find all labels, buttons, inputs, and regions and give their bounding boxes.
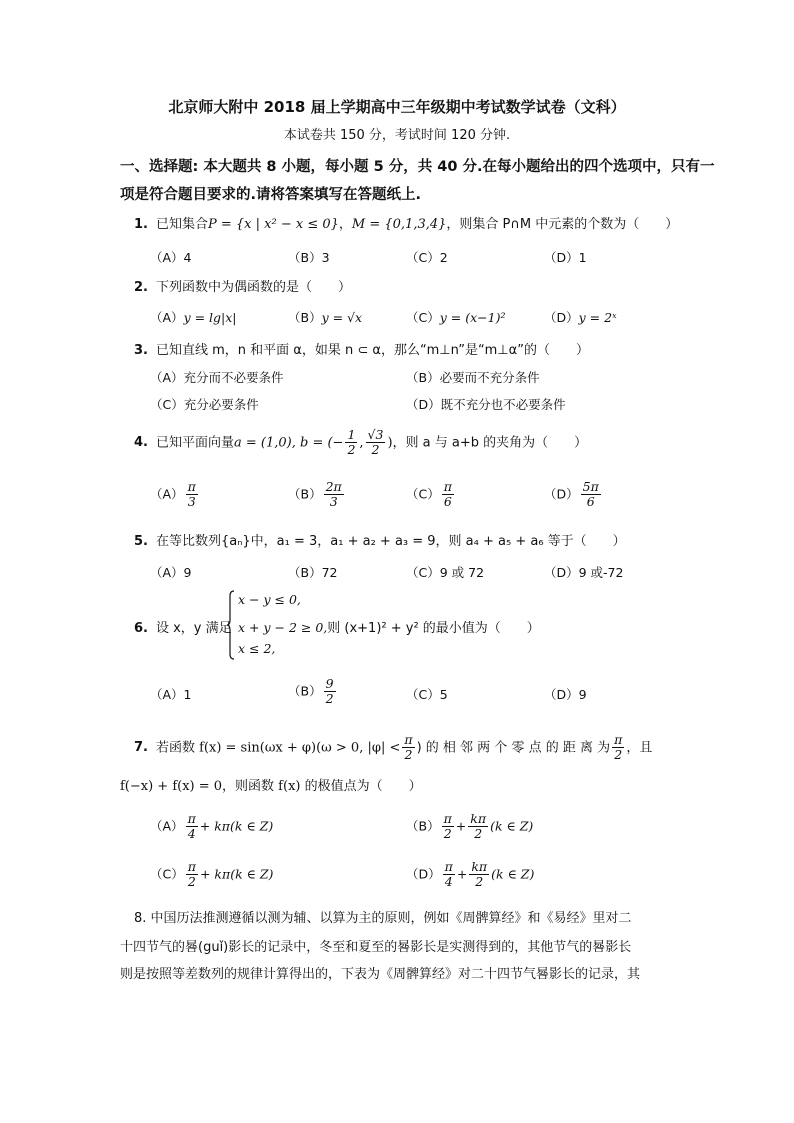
question-5 [134, 530, 626, 549]
fraction [442, 812, 454, 842]
question-6-lead [134, 617, 232, 636]
q1-option-b: （B）3 [288, 250, 330, 265]
fraction [186, 480, 198, 510]
denominator: 2 [325, 691, 334, 707]
fraction [468, 812, 488, 842]
numerator: π [187, 479, 196, 494]
option-label: （D） [544, 486, 579, 502]
question-text: 已知直线 m，n 和平面 α，如果 n ⊂ α，那么“m⊥n”是“m⊥α”的（ ） [155, 343, 589, 358]
q6-option-a: （A）1 [150, 687, 192, 702]
numerator: kπ [470, 811, 487, 826]
numerator: π [443, 811, 452, 826]
question-2 [134, 276, 351, 295]
question-text-end: ，且 [626, 740, 653, 756]
question-number: 5. [134, 534, 148, 549]
denominator: 2 [443, 826, 452, 842]
plus: + [456, 866, 468, 882]
denominator: 6 [586, 494, 595, 510]
option-label: （A） [150, 310, 184, 325]
q6-option-c: （C）5 [406, 687, 448, 702]
denominator: 4 [444, 874, 453, 890]
comma: , [359, 435, 364, 451]
question-number: 7. [134, 740, 148, 756]
math-function: 若函数 f(x) = sin(ωx + φ)(ω > 0, |φ| < [155, 740, 401, 756]
numerator: 1 [347, 427, 356, 442]
separator: ， [338, 217, 352, 232]
numerator: π [404, 732, 413, 747]
q5-option-b: （B）72 [288, 565, 338, 580]
q7-option-c [150, 860, 273, 890]
system-brace [227, 590, 235, 660]
option-label: （D） [406, 866, 441, 882]
denominator: 2 [614, 747, 623, 763]
numerator: π [444, 859, 453, 874]
question-number: 3. [134, 343, 148, 358]
q7-option-a [150, 812, 273, 842]
option-label: （D） [544, 310, 579, 325]
math-set-p: P = {x | x² − x ≤ 0} [208, 217, 339, 232]
numerator: π [614, 732, 623, 747]
fraction [402, 733, 414, 763]
option-math: y = lg|x| [183, 310, 237, 325]
q3-option-d: （D）既不充分也不必要条件 [406, 397, 566, 412]
q4-option-b [288, 480, 346, 510]
fraction [324, 677, 336, 707]
option-math: + kπ(k ∈ Z) [199, 866, 274, 882]
q4-option-c [406, 480, 456, 510]
fraction [581, 480, 601, 510]
question-text: 下列函数中为偶函数的是（ ） [155, 280, 351, 295]
option-label: （B） [288, 310, 322, 325]
option-label: （A） [150, 486, 184, 502]
denominator: 2 [475, 874, 484, 890]
option-math: y = 2ˣ [578, 310, 617, 325]
q6-option-b [288, 677, 338, 707]
denominator: 6 [443, 494, 452, 510]
numerator: √3 [367, 427, 384, 442]
option-math: (k ∈ Z) [491, 866, 535, 882]
fraction [442, 480, 454, 510]
question-4 [134, 428, 587, 458]
q4-option-a [150, 480, 200, 510]
option-label: （B） [288, 486, 322, 502]
question-1 [134, 213, 678, 232]
numerator: π [443, 479, 452, 494]
q2-option-c [406, 308, 505, 326]
denominator: 2 [187, 874, 196, 890]
question-8-line1: 8. 中国历法推测遵循以测为辅、以算为主的原则，例如《周髀算经》和《易经》里对二 [134, 911, 632, 926]
paren: ) [387, 435, 393, 451]
q4-option-d [544, 480, 603, 510]
denominator: 2 [347, 442, 356, 458]
system-line-3: x ≤ 2, [238, 641, 276, 656]
question-number: 2. [134, 280, 148, 295]
fraction [469, 860, 489, 890]
q3-option-b: （B）必要而不充分条件 [406, 370, 540, 385]
question-3 [134, 339, 589, 358]
question-text-end: ，则 a 与 a+b 的夹角为（ ） [392, 435, 588, 451]
numerator: π [187, 859, 196, 874]
numerator: π [187, 811, 196, 826]
option-label: （C） [406, 310, 440, 325]
question-text: 在等比数列{aₙ}中，a₁ = 3，a₁ + a₂ + a₃ = 9，则 a₄ + a₅ + a₆ 等于（ ） [155, 534, 626, 549]
fraction [186, 812, 198, 842]
option-label: （B） [406, 818, 440, 834]
question-number: 4. [134, 435, 148, 451]
question-8-line3: 则是按照等差数列的规律计算得出的，下表为《周髀算经》对二十四节气晷影长的记录，其 [120, 967, 641, 982]
question-text-end: ，则集合 P∩M 中元素的个数为（ ） [446, 217, 679, 232]
section-heading-line2: 项是符合题目要求的.请将答案填写在答题纸上. [120, 187, 422, 203]
q1-option-a: （A）4 [150, 250, 192, 265]
fraction [612, 733, 624, 763]
section-heading-line1: 一、选择题: 本大题共 8 小题，每小题 5 分，共 40 分.在每小题给出的四个选项中，只有一 [120, 159, 715, 175]
question-text: 已知集合 [155, 217, 208, 232]
denominator: 3 [187, 494, 196, 510]
system-line-2 [238, 617, 540, 636]
option-label: （C） [150, 866, 184, 882]
fraction [324, 480, 344, 510]
q5-option-a: （A）9 [150, 565, 192, 580]
math-set-m: M = {0,1,3,4} [351, 217, 447, 232]
q2-option-b [288, 308, 362, 326]
fraction [443, 860, 455, 890]
option-math: + kπ(k ∈ Z) [199, 818, 274, 834]
math-vectors: a = (1,0), b = (− [234, 435, 344, 451]
system-line-2-math: x + y − 2 ≥ 0, [238, 620, 328, 635]
exam-title: 北京师大附中 2018 届上学期高中三年级期中考试数学试卷（文科） [168, 98, 626, 116]
q3-option-c: （C）充分必要条件 [150, 397, 259, 412]
denominator: 2 [474, 826, 483, 842]
q1-option-d: （D）1 [544, 250, 587, 265]
numerator: kπ [471, 859, 488, 874]
denominator: 2 [371, 442, 380, 458]
q1-option-c: （C）2 [406, 250, 448, 265]
question-number: 6. [134, 621, 148, 636]
question-text-end: 则 (x+1)² + y² 的最小值为（ ） [327, 621, 540, 636]
option-math: (k ∈ Z) [490, 818, 534, 834]
question-text: 已知平面向量 [155, 435, 234, 451]
question-7-line2: f(−x) + f(x) = 0，则函数 f(x) 的极值点为（ ） [120, 779, 422, 794]
fraction [345, 428, 357, 458]
q7-option-b [406, 812, 533, 842]
question-8-line2: 十四节气的晷(guǐ)影长的记录中，冬至和夏至的晷影长是实测得到的，其他节气的晷影长 [120, 940, 632, 955]
q5-option-c: （C）9 或 72 [406, 565, 485, 580]
denominator: 2 [404, 747, 413, 763]
option-label: （C） [406, 486, 440, 502]
option-math: y = (x−1)² [439, 310, 506, 325]
question-text: ) 的 相 邻 两 个 零 点 的 距 离 为 [416, 740, 611, 756]
fraction [186, 860, 198, 890]
denominator: 3 [329, 494, 338, 510]
q6-option-d: （D）9 [544, 687, 587, 702]
q2-option-a [150, 308, 237, 326]
question-number: 1. [134, 217, 148, 232]
option-math: y = √x [321, 310, 363, 325]
fraction [366, 428, 386, 458]
option-label: （A） [150, 818, 184, 834]
q7-option-d [406, 860, 534, 890]
system-line-1: x − y ≤ 0, [238, 592, 301, 607]
question-text: 设 x，y 满足 [155, 621, 232, 636]
q3-option-a: （A）充分而不必要条件 [150, 370, 284, 385]
plus: + [455, 818, 467, 834]
q2-option-d [544, 308, 617, 326]
question-7-line1 [134, 733, 652, 763]
exam-subtitle: 本试卷共 150 分，考试时间 120 分钟. [283, 128, 511, 143]
numerator: 5π [582, 479, 599, 494]
q5-option-d: （D）9 或-72 [544, 565, 624, 580]
numerator: 9 [325, 676, 334, 691]
option-label: （B） [288, 683, 322, 699]
denominator: 4 [187, 826, 196, 842]
numerator: 2π [325, 479, 342, 494]
